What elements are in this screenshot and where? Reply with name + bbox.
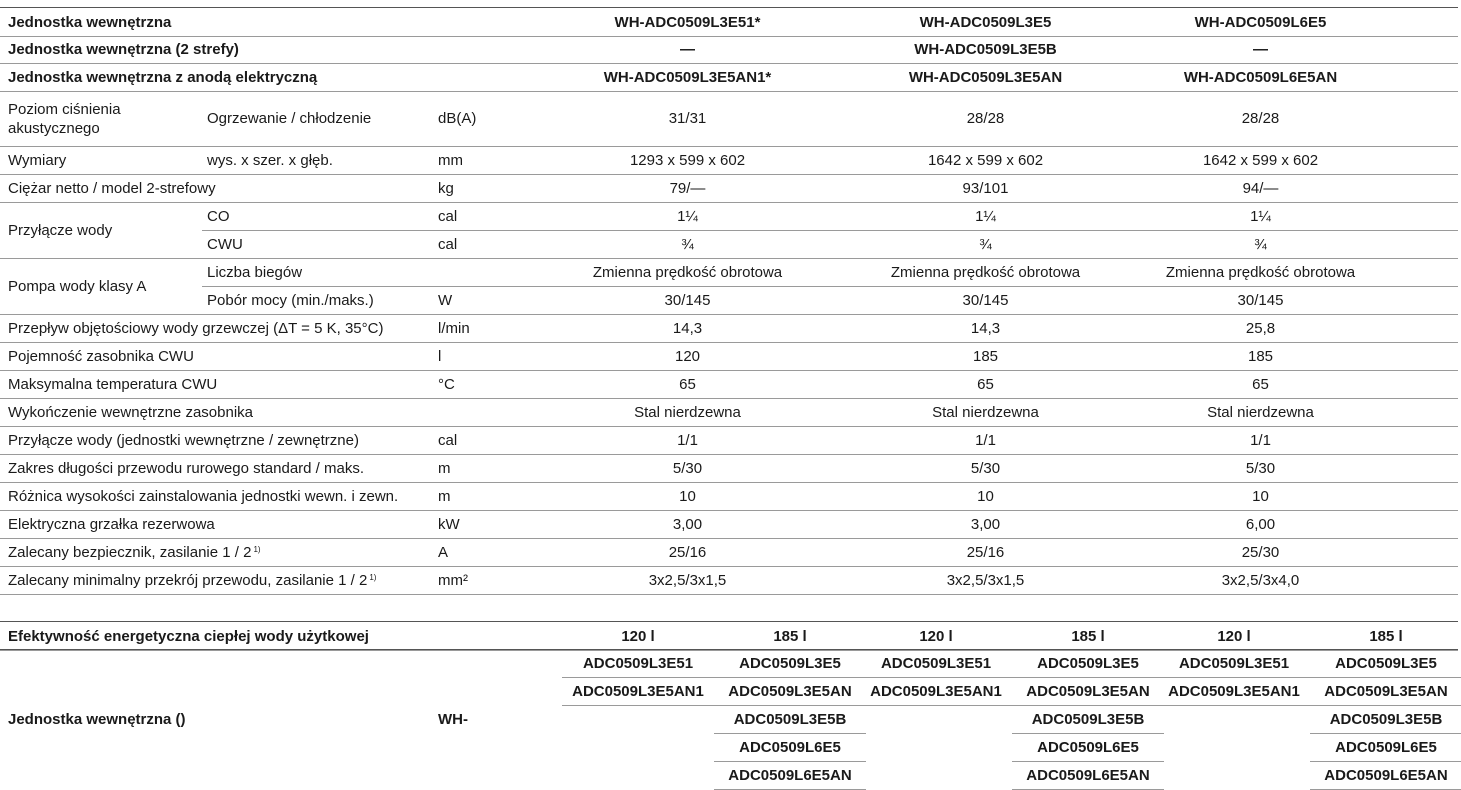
water-co-row — [202, 202, 1458, 231]
model-code: ADC0509L6E5 — [1037, 738, 1139, 756]
efficiency-header-row — [0, 621, 1458, 651]
model-line — [860, 677, 1012, 706]
spec-row-unit: cal — [438, 431, 458, 449]
model-code: ADC0509L3E51 — [1178, 654, 1290, 672]
weight-row — [0, 174, 1458, 203]
spec-row — [0, 398, 1458, 427]
pump-speeds-row — [202, 258, 1458, 287]
spec-row-unit: l — [438, 347, 442, 365]
capacity-header-2: 185 l — [773, 627, 807, 645]
spec-row-value-1: 25/16 — [668, 543, 707, 561]
spec-row — [0, 482, 1458, 511]
dimensions-value-1: 1293 x 599 x 602 — [629, 151, 746, 169]
water-cwu-unit: cal — [438, 235, 458, 253]
spec-row-unit — [438, 398, 518, 426]
capacity-header-1: 120 l — [621, 627, 655, 645]
spec-row-value-3: 185 — [1247, 347, 1274, 365]
dimensions-unit: mm — [438, 151, 463, 169]
spec-row — [0, 426, 1458, 455]
model-line — [1012, 677, 1164, 706]
model-line — [1310, 733, 1461, 762]
spec-row-value-2: 3x2,5/3x1,5 — [946, 571, 1025, 589]
spec-row-label: Różnica wysokości zainstalowania jednostki wewn. i zewn. — [8, 487, 399, 505]
noise-row — [0, 91, 1458, 147]
model-row-label: Jednostka wewnętrzna (2 strefy) — [8, 40, 239, 58]
model-line — [1310, 649, 1461, 678]
water-cwu-value-3: ¾ — [1254, 235, 1267, 253]
spec-row-value-3: Stal nierdzewna — [1207, 403, 1314, 421]
spec-row-value-3: 10 — [1252, 487, 1269, 505]
model-line — [714, 649, 866, 678]
model-code: ADC0509L6E5AN — [1324, 766, 1448, 784]
water-cwu-value-2: ¾ — [979, 235, 992, 253]
model-row — [0, 63, 1458, 92]
model-code: ADC0509L3E5B — [1329, 710, 1443, 728]
model-code: ADC0509L3E51 — [880, 654, 992, 672]
spec-row-value-3: 25/30 — [1241, 543, 1280, 561]
water-cwu-row — [202, 230, 1458, 258]
spec-row-value-3: 1/1 — [1250, 431, 1271, 449]
model-line — [1012, 649, 1164, 678]
model-line — [562, 649, 714, 678]
spec-row-value-2: 5/30 — [970, 459, 1001, 477]
model-code: ADC0509L6E5AN — [728, 766, 852, 784]
model-line — [1158, 677, 1310, 706]
footnote-mark: 1) — [253, 544, 261, 554]
model-value-1: — — [680, 40, 695, 58]
model-code: ADC0509L6E5 — [1335, 738, 1437, 756]
pump-label: Pompa wody klasy A — [8, 277, 147, 295]
capacity-header-3: 120 l — [919, 627, 953, 645]
model-code: ADC0509L3E5B — [1031, 710, 1145, 728]
noise-label: Poziom ciśnienia akustycznego — [8, 100, 121, 137]
spec-row-value-1: 120 — [674, 347, 701, 365]
weight-unit: kg — [438, 179, 454, 197]
model-value-1: WH-ADC0509L3E5AN1* — [603, 68, 772, 86]
spec-row-value-3: 65 — [1252, 375, 1269, 393]
model-value-2: WH-ADC0509L3E5B — [914, 40, 1057, 58]
spec-row-label: Maksymalna temperatura CWU — [8, 375, 218, 393]
spec-row-value-3: 6,00 — [1245, 515, 1276, 533]
model-value-1: WH-ADC0509L3E51* — [614, 13, 761, 31]
capacity-header-5: 120 l — [1217, 627, 1251, 645]
weight-value-2: 93/101 — [962, 179, 1009, 197]
spec-row-value-2: 3,00 — [970, 515, 1001, 533]
spec-row-value-1: 5/30 — [672, 459, 703, 477]
spec-row-label: Wykończenie wewnętrzne zasobnika — [8, 403, 253, 421]
spec-row-label: Zalecany bezpiecznik, zasilanie 1 / 2 $^{1)}$ — [8, 543, 261, 561]
spec-row — [0, 566, 1458, 595]
spec-row-label: Pojemność zasobnika CWU — [8, 347, 194, 365]
model-line — [1012, 705, 1164, 734]
spec-row-label: Przyłącze wody (jednostki wewnętrzne / zewnętrzne) — [8, 431, 359, 449]
spec-row — [0, 370, 1458, 399]
spec-row-value-1: 1/1 — [677, 431, 698, 449]
model-prefix: WH- — [438, 710, 468, 728]
model-line — [1310, 761, 1461, 790]
noise-sub: Ogrzewanie / chłodzenie — [207, 110, 372, 127]
spec-row — [0, 454, 1458, 483]
spec-row-value-2: 14,3 — [970, 319, 1001, 337]
spec-row-value-2: 1/1 — [975, 431, 996, 449]
model-line — [1310, 705, 1461, 734]
efficiency-divider — [0, 649, 1458, 650]
pump-power-unit: W — [438, 291, 453, 309]
model-value-2: WH-ADC0509L3E5 — [919, 13, 1052, 31]
spec-row-value-3: 3x2,5/3x4,0 — [1221, 571, 1300, 589]
model-code: ADC0509L3E5AN1 — [572, 682, 704, 700]
spec-row-unit: kW — [438, 515, 460, 533]
pump-power-value-2: 30/145 — [962, 291, 1009, 309]
spec-row-unit: °C — [438, 375, 455, 393]
model-line — [1012, 761, 1164, 790]
dimensions-label: Wymiary — [8, 151, 67, 169]
spec-row-value-1: 65 — [679, 375, 696, 393]
model-row — [0, 7, 1458, 37]
model-code: ADC0509L3E5AN — [1324, 682, 1448, 700]
model-line — [714, 761, 866, 790]
spec-row-unit: m — [438, 487, 451, 505]
model-value-3: WH-ADC0509L6E5AN — [1183, 68, 1338, 86]
model-line — [714, 677, 866, 706]
model-code: ADC0509L3E5AN — [728, 682, 852, 700]
spec-row-unit: A — [438, 543, 449, 561]
pump-power-row — [202, 286, 1458, 314]
spec-row-value-1: 14,3 — [672, 319, 703, 337]
pump-speeds-value-1: Zmienna prędkość obrotowa — [592, 263, 783, 281]
model-code: ADC0509L3E5 — [1037, 654, 1139, 672]
model-row-label: Jednostka wewnętrzna — [8, 13, 172, 31]
spec-row-unit: m — [438, 459, 451, 477]
spec-row — [0, 510, 1458, 539]
pump-speeds-sub: Liczba biegów — [207, 263, 303, 281]
spec-row-value-2: Stal nierdzewna — [932, 403, 1039, 421]
pump-power-sub: Pobór mocy (min./maks.) — [207, 291, 374, 309]
model-code: ADC0509L6E5 — [739, 738, 841, 756]
model-code: ADC0509L6E5AN — [1026, 766, 1150, 784]
spec-row-value-2: 65 — [977, 375, 994, 393]
spec-row-label: Elektryczna grzałka rezerwowa — [8, 515, 215, 533]
footnote-mark: 1) — [369, 572, 377, 582]
model-value-3: — — [1253, 40, 1268, 58]
water-co-value-2: 1¼ — [975, 207, 996, 225]
model-code: ADC0509L3E5 — [739, 654, 841, 672]
weight-label: Ciężar netto / model 2-strefowy — [8, 179, 216, 197]
model-line — [714, 705, 866, 734]
water-cwu-value-1: ¾ — [681, 235, 694, 253]
indoor-unit-label: Jednostka wewnętrzna () — [8, 710, 186, 728]
model-value-2: WH-ADC0509L3E5AN — [908, 68, 1063, 86]
model-code: ADC0509L3E5 — [1335, 654, 1437, 672]
dimensions-value-3: 1642 x 599 x 602 — [1202, 151, 1319, 169]
water-co-value-3: 1¼ — [1250, 207, 1271, 225]
spec-row-unit: l/min — [438, 319, 470, 337]
spec-row-value-1: Stal nierdzewna — [634, 403, 741, 421]
spec-row-label: Zakres długości przewodu rurowego standard / maks. — [8, 459, 365, 477]
pump-speeds-value-3: Zmienna prędkość obrotowa — [1165, 263, 1356, 281]
model-code: ADC0509L3E51 — [582, 654, 694, 672]
model-line — [1310, 677, 1461, 706]
spec-row-value-2: 25/16 — [966, 543, 1005, 561]
spec-row-value-3: 25,8 — [1245, 319, 1276, 337]
model-row — [0, 35, 1458, 64]
water-co-sub: CO — [207, 207, 230, 225]
model-code: ADC0509L3E5AN1 — [870, 682, 1002, 700]
model-code: ADC0509L3E5AN — [1026, 682, 1150, 700]
pump-power-value-3: 30/145 — [1237, 291, 1284, 309]
spec-row-value-1: 3,00 — [672, 515, 703, 533]
spec-row-value-2: 10 — [977, 487, 994, 505]
model-line — [1158, 649, 1310, 678]
spec-row-value-3: 5/30 — [1245, 459, 1276, 477]
pump-speeds-value-2: Zmienna prędkość obrotowa — [890, 263, 1081, 281]
capacity-header-4: 185 l — [1071, 627, 1105, 645]
spec-row-label: Zalecany minimalny przekrój przewodu, zasilanie 1 / 2 $^{1)}$ — [8, 571, 377, 589]
capacity-header-6: 185 l — [1369, 627, 1403, 645]
spec-row-value-1: 3x2,5/3x1,5 — [648, 571, 727, 589]
model-row-label: Jednostka wewnętrzna z anodą elektryczną — [8, 68, 318, 86]
dimensions-row — [0, 146, 1458, 175]
water-co-value-1: 1¼ — [677, 207, 698, 225]
model-code: ADC0509L3E5B — [733, 710, 847, 728]
water-cwu-sub: CWU — [207, 235, 243, 253]
noise-value-1: 31/31 — [668, 110, 707, 127]
water-connection-label: Przyłącze wody — [8, 221, 113, 239]
weight-value-1: 79/— — [669, 179, 706, 197]
spec-row — [0, 538, 1458, 567]
dimensions-value-2: 1642 x 599 x 602 — [927, 151, 1044, 169]
model-code: ADC0509L3E5AN1 — [1168, 682, 1300, 700]
spec-row — [0, 314, 1458, 343]
spec-row-value-1: 10 — [679, 487, 696, 505]
spec-row-unit: mm² — [438, 571, 468, 589]
pump-power-value-1: 30/145 — [664, 291, 711, 309]
model-line — [1012, 733, 1164, 762]
spec-row-label: Przepływ objętościowy wody grzewczej (ΔT = 5 K, 35°C) — [8, 319, 384, 337]
spec-row-value-2: 185 — [972, 347, 999, 365]
noise-value-2: 28/28 — [966, 110, 1005, 127]
model-line — [714, 733, 866, 762]
model-line — [562, 677, 714, 706]
model-line — [860, 649, 1012, 678]
noise-value-3: 28/28 — [1241, 110, 1280, 127]
spec-row — [0, 342, 1458, 371]
dimensions-sub: wys. x szer. x głęb. — [207, 151, 333, 169]
model-value-3: WH-ADC0509L6E5 — [1194, 13, 1327, 31]
weight-value-3: 94/— — [1242, 179, 1279, 197]
efficiency-title: Efektywność energetyczna ciepłej wody użytkowej — [8, 627, 369, 645]
noise-unit: dB(A) — [438, 110, 477, 127]
water-co-unit: cal — [438, 207, 458, 225]
